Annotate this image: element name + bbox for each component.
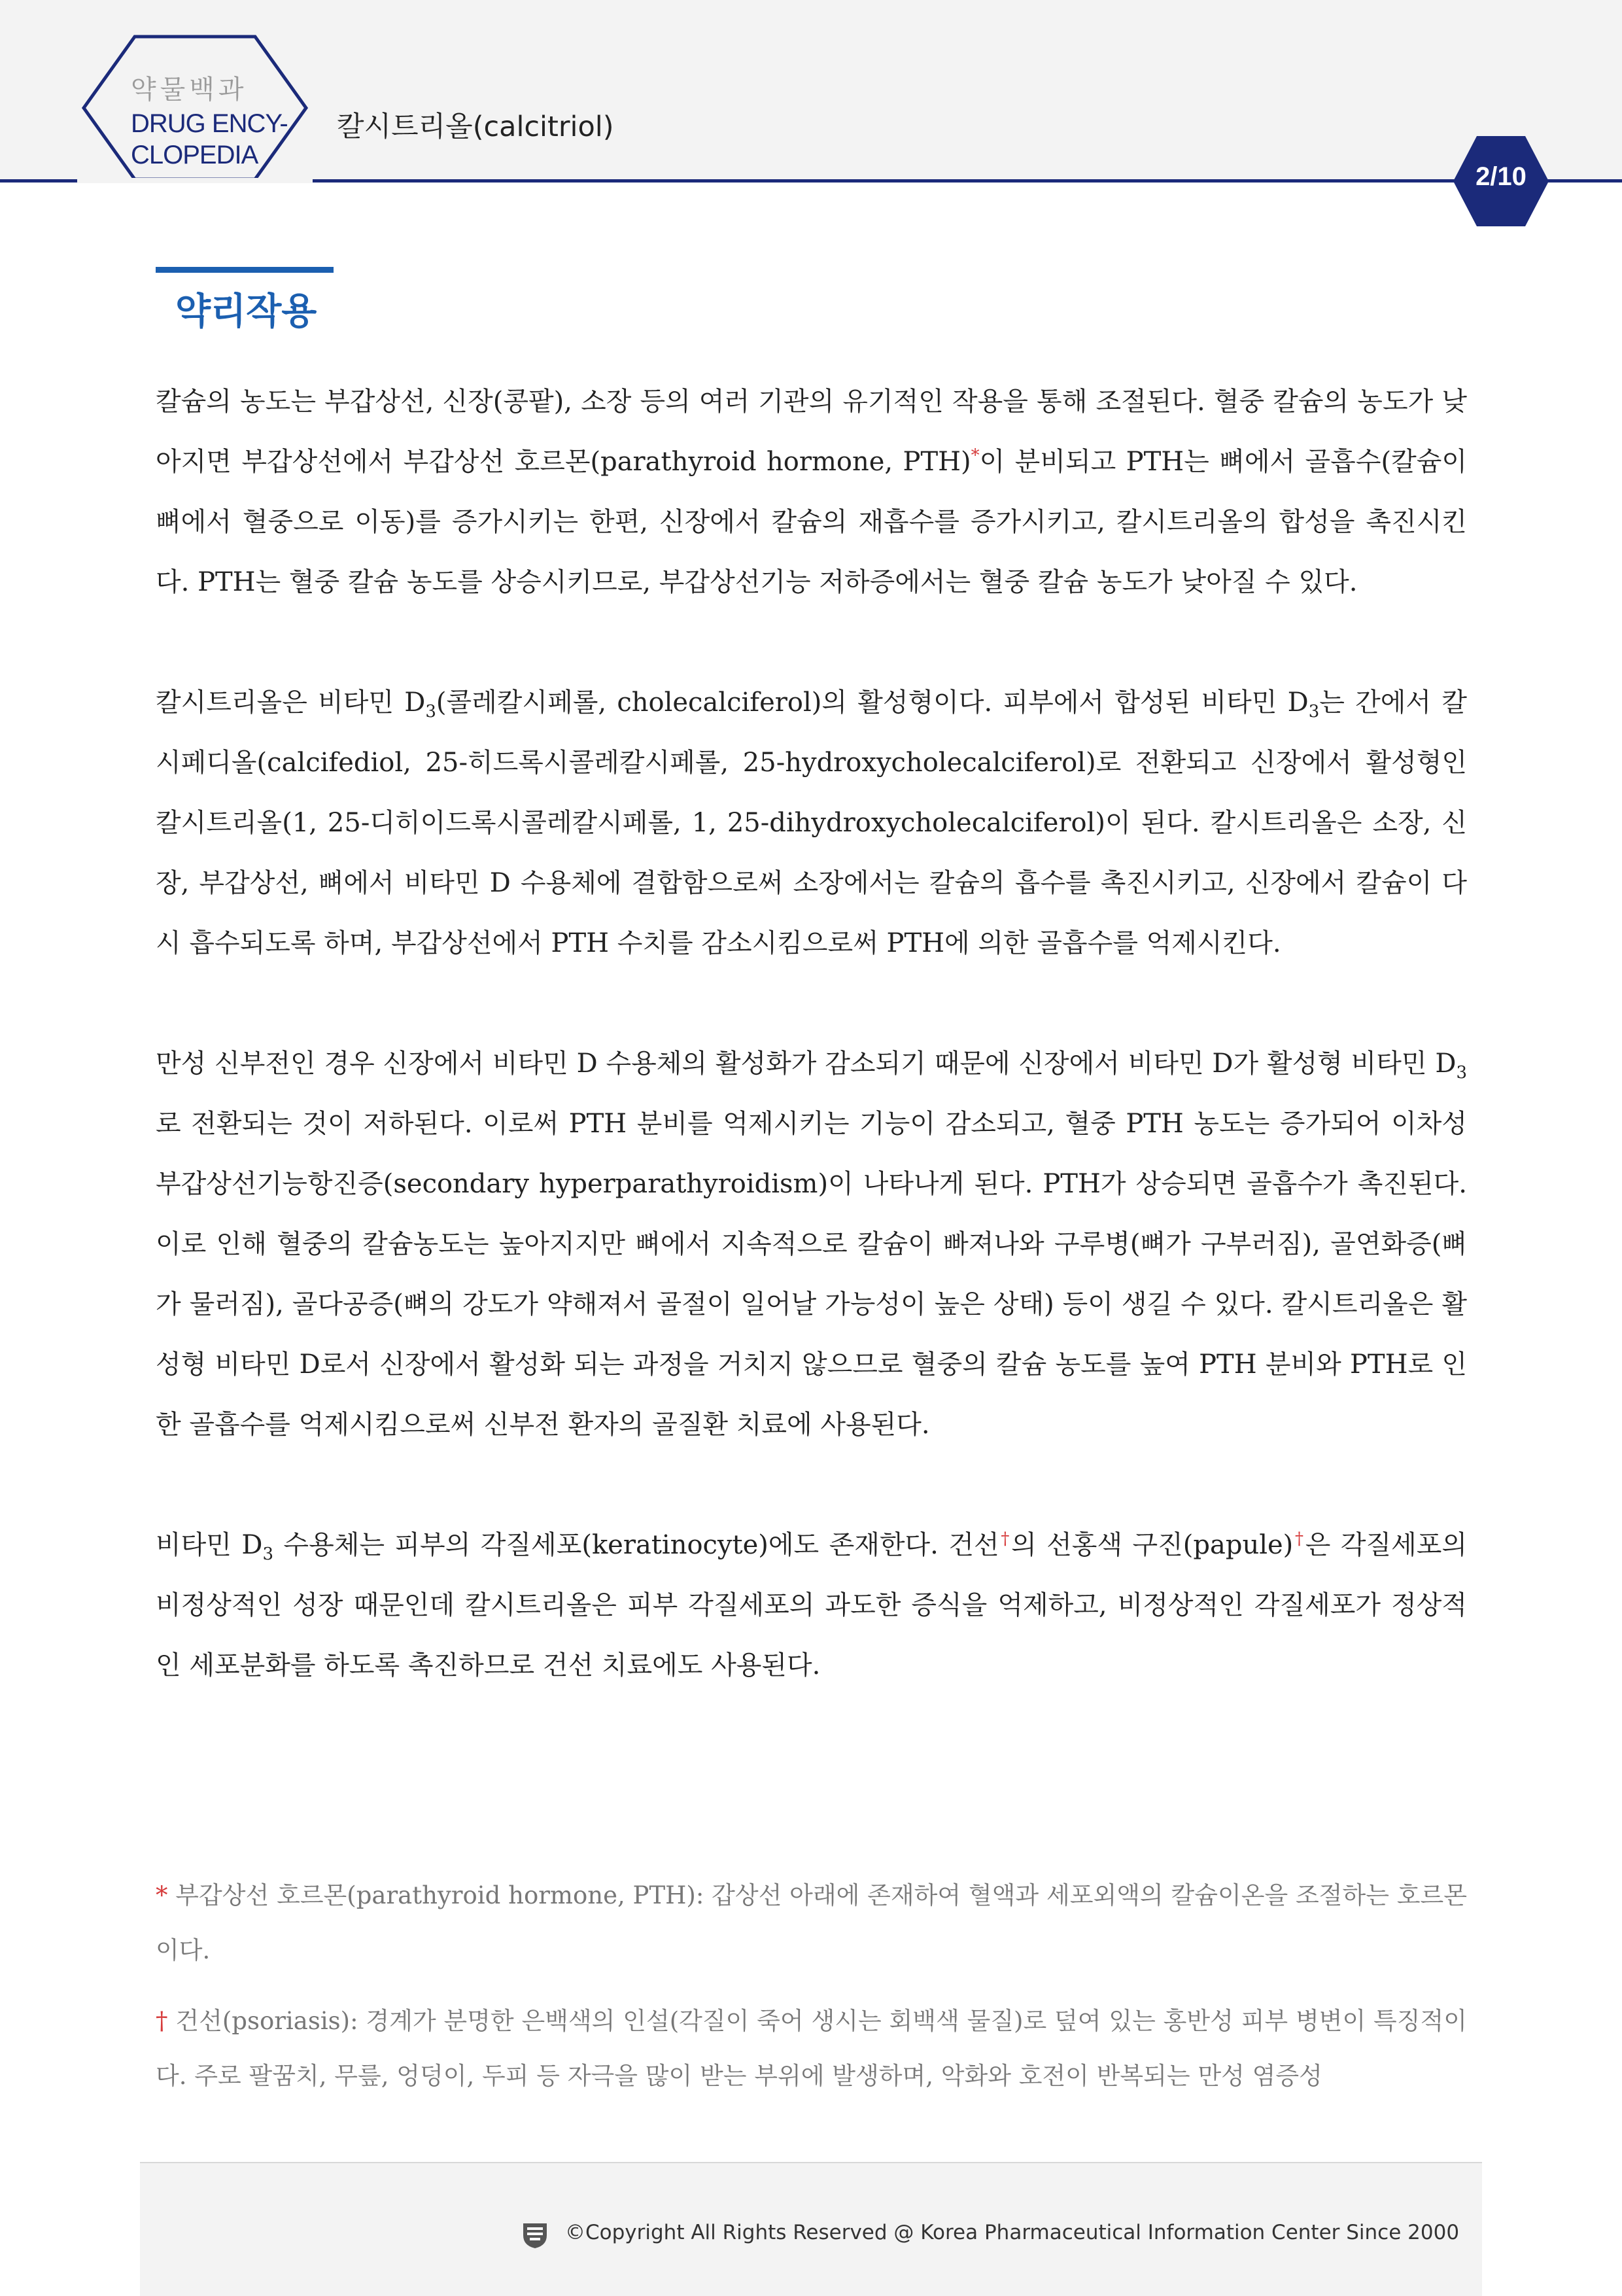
footnote-mark: *	[971, 445, 980, 466]
footnote-mark: †	[999, 1529, 1012, 1549]
logo-english-text	[131, 108, 288, 171]
footnote-mark: †	[1293, 1529, 1305, 1549]
footnote-psoriasis: † 건선(psoriasis): 경계가 분명한 은백색의 인설(각질이 죽어 생시는 회백색 물질)로 덮여 있는 홍반성 피부 병변이 특징적이다. 주로 팔꿈치, 무릎, 엉덩이, 두피 등 자극을 많이 받는 부위에 발생하며, 악화와 호전이 반복되는 만성 염증성	[156, 2007, 1468, 2090]
page-footer	[140, 2162, 1482, 2296]
paragraph-4: 비타민 $D_3$ 수용체는 피부의 각질세포(keratinocyte)에도 존재한다. 건선†의 선홍색 구진(papule)†은 각질세포의 비정상적인 성장 때문인데 칼시트리올은 피부 각질세포의 과도한 증식을 억제하고, 비정상적인 각질세포가 정상적인 세포분화를 하도록 촉진하므로 건선 치료에도 사용된다.	[156, 1529, 1468, 1680]
section-title: 약리작용	[175, 290, 317, 333]
footnotes	[156, 1868, 1467, 2119]
section-underline	[156, 267, 334, 273]
body-content	[156, 372, 1467, 1756]
logo-korean-text: 약물백과	[131, 75, 248, 105]
logo-en-line2: CLOPEDIA	[131, 141, 258, 169]
page-number: 2/10	[1475, 162, 1527, 191]
kpic-shield-icon	[521, 2221, 549, 2250]
copyright-text: ©Copyright All Rights Reserved @ Korea Pharmaceutical Information Center Since 2000	[565, 2221, 1460, 2244]
document-title: 칼시트리올(calcitriol)	[337, 111, 614, 143]
footnote-pth: * 부갑상선 호르몬(parathyroid hormone, PTH): 갑상선 아래에 존재하여 혈액과 세포외액의 칼슘이온을 조절하는 호르몬이다.	[156, 1881, 1467, 1964]
paragraph-1: 칼슘의 농도는 부갑상선, 신장(콩팥), 소장 등의 여러 기관의 유기적인 작용을 통해 조절된다. 혈중 칼슘의 농도가 낮아지면 부갑상선에서 부갑상선 호르몬(parathyroid hormone, PTH)*이 분비되고 PTH는 뼈에서 골흡수(칼슘이 뼈에서 혈중으로 이동)를 증가시키는 한편, 신장에서 칼슘의 재흡수를 증가시키고, 칼시트리올의 합성을 촉진시킨다. PTH는 혈중 칼슘 농도를 상승시키므로, 부갑상선기능 저하증에서는 혈중 칼슘 농도가 낮아질 수 있다.	[156, 387, 1467, 597]
paragraph-2: 칼시트리올은 비타민 $D_3$(콜레칼시페롤, cholecalciferol)의 활성형이다. 피부에서 합성된 비타민 $D_3$는 간에서 칼시페디올(calcifediol, 25-히드록시콜레칼시페롤, 25-hydroxycholecalciferol)로 전환되고 신장에서 활성형인 칼시트리올(1, 25-디히이드록시콜레칼시페롤, 1, 25-dihydroxycholecalciferol)이 된다. 칼시트리올은 소장, 신장, 부갑상선, 뼈에서 비타민 D 수용체에 결합함으로써 소장에서는 칼슘의 흡수를 촉진시키고, 신장에서 칼슘이 다시 흡수되도록 하며, 부갑상선에서 PTH 수치를 감소시킴으로써 PTH에 의한 골흡수를 억제시킨다.	[156, 687, 1467, 958]
logo-en-line1: DRUG ENCY-	[131, 109, 288, 138]
paragraph-3: 만성 신부전인 경우 신장에서 비타민 D 수용체의 활성화가 감소되기 때문에 신장에서 비타민 D가 활성형 비타민 $D_3$로 전환되는 것이 저하된다. 이로써 PTH 분비를 억제시키는 기능이 감소되고, 혈중 PTH 농도는 증가되어 이차성 부갑상선기능항진증(secondary hyperparathyroidism)이 나타나게 된다. PTH가 상승되면 골흡수가 촉진된다. 이로 인해 혈중의 칼슘농도는 높아지지만 뼈에서 지속적으로 칼슘이 빠져나와 구루병(뼈가 구부러짐), 골연화증(뼈가 물러짐), 골다공증(뼈의 강도가 약해져서 골절이 일어날 가능성이 높은 상태) 등이 생길 수 있다. 칼시트리올은 활성형 비타민 D로서 신장에서 활성화 되는 과정을 거치지 않으므로 혈중의 칼슘 농도를 높여 PTH 분비와 PTH로 인한 골흡수를 억제시킴으로써 신부전 환자의 골질환 치료에 사용된다.	[156, 1049, 1467, 1440]
